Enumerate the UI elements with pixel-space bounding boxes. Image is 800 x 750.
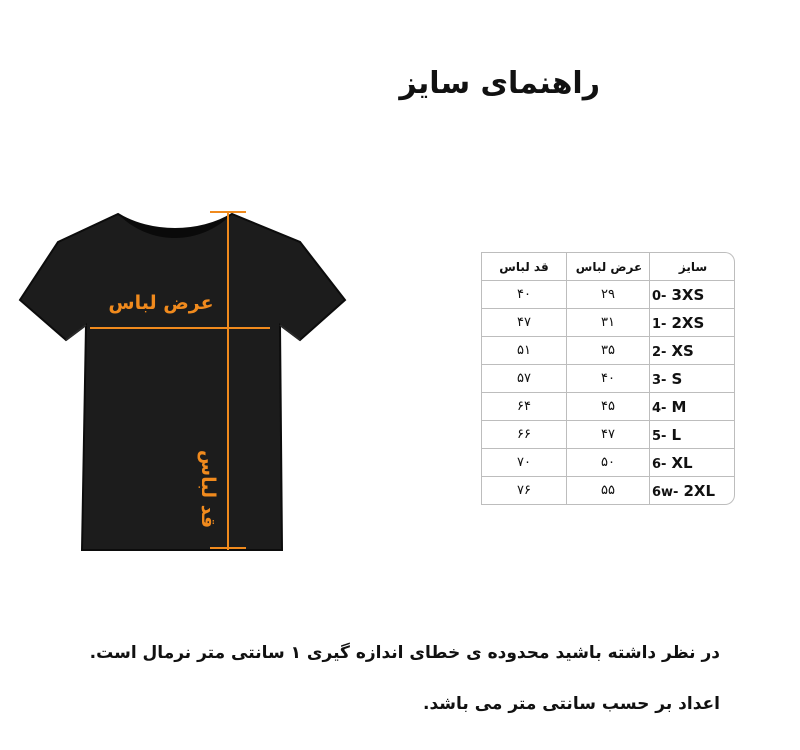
size-name: L xyxy=(671,425,682,444)
size-code: 6- xyxy=(652,456,667,472)
cell-length: ۷۶ xyxy=(481,477,567,505)
size-code: 2- xyxy=(652,344,667,360)
cell-size xyxy=(650,477,735,505)
cell-length: ۴۰ xyxy=(481,281,567,309)
table-row xyxy=(481,337,735,365)
cell-size xyxy=(650,365,735,393)
size-name: M xyxy=(671,397,687,416)
cell-length: ۶۴ xyxy=(481,393,567,421)
size-name: XS xyxy=(671,341,694,360)
table-header-row xyxy=(481,252,735,281)
size-code: 4- xyxy=(652,400,667,416)
table-row xyxy=(481,449,735,477)
cell-length: ۷۰ xyxy=(481,449,567,477)
cell-size xyxy=(650,309,735,337)
size-table xyxy=(481,252,735,505)
size-name: 3XS xyxy=(671,285,705,304)
cell-width: ۴۷ xyxy=(567,421,650,449)
table-row xyxy=(481,309,735,337)
table-row xyxy=(481,393,735,421)
header-length: قد لباس xyxy=(481,252,567,281)
cell-width: ۲۹ xyxy=(567,281,650,309)
length-label: قد لباس xyxy=(197,449,219,529)
size-name: S xyxy=(671,369,683,388)
size-name: 2XL xyxy=(683,481,716,500)
page-title: راهنمای سایز xyxy=(399,66,600,101)
cell-width: ۳۱ xyxy=(567,309,650,337)
measurement-tolerance-note: در نظر داشته باشید محدوده ی خطای اندازه گیری ۱ سانتی متر نرمال است. xyxy=(89,643,720,663)
cell-width: ۳۵ xyxy=(567,337,650,365)
table-row xyxy=(481,421,735,449)
size-code: 6w- xyxy=(652,484,679,500)
table-row xyxy=(481,365,735,393)
size-name: 2XS xyxy=(671,313,705,332)
tshirt-illustration xyxy=(0,190,360,570)
cell-length: ۴۷ xyxy=(481,309,567,337)
cell-size xyxy=(650,337,735,365)
size-code: 0- xyxy=(652,288,667,304)
cell-length: ۵۱ xyxy=(481,337,567,365)
cell-size xyxy=(650,393,735,421)
cell-width: ۵۰ xyxy=(567,449,650,477)
tshirt-shape xyxy=(20,214,345,550)
header-width: عرض لباس xyxy=(567,252,650,281)
cell-width: ۴۰ xyxy=(567,365,650,393)
size-code: 5- xyxy=(652,428,667,444)
cell-size xyxy=(650,421,735,449)
cell-width: ۴۵ xyxy=(567,393,650,421)
cell-size xyxy=(650,449,735,477)
size-code: 3- xyxy=(652,372,667,388)
header-size: سایز xyxy=(650,252,735,281)
size-code: 1- xyxy=(652,316,667,332)
table-row xyxy=(481,477,735,505)
cell-length: ۵۷ xyxy=(481,365,567,393)
unit-note: اعداد بر حسب سانتی متر می باشد. xyxy=(423,694,720,714)
cell-size xyxy=(650,281,735,309)
width-label: عرض لباس xyxy=(108,292,214,314)
table-row xyxy=(481,281,735,309)
cell-length: ۶۶ xyxy=(481,421,567,449)
cell-width: ۵۵ xyxy=(567,477,650,505)
size-name: XL xyxy=(671,453,693,472)
